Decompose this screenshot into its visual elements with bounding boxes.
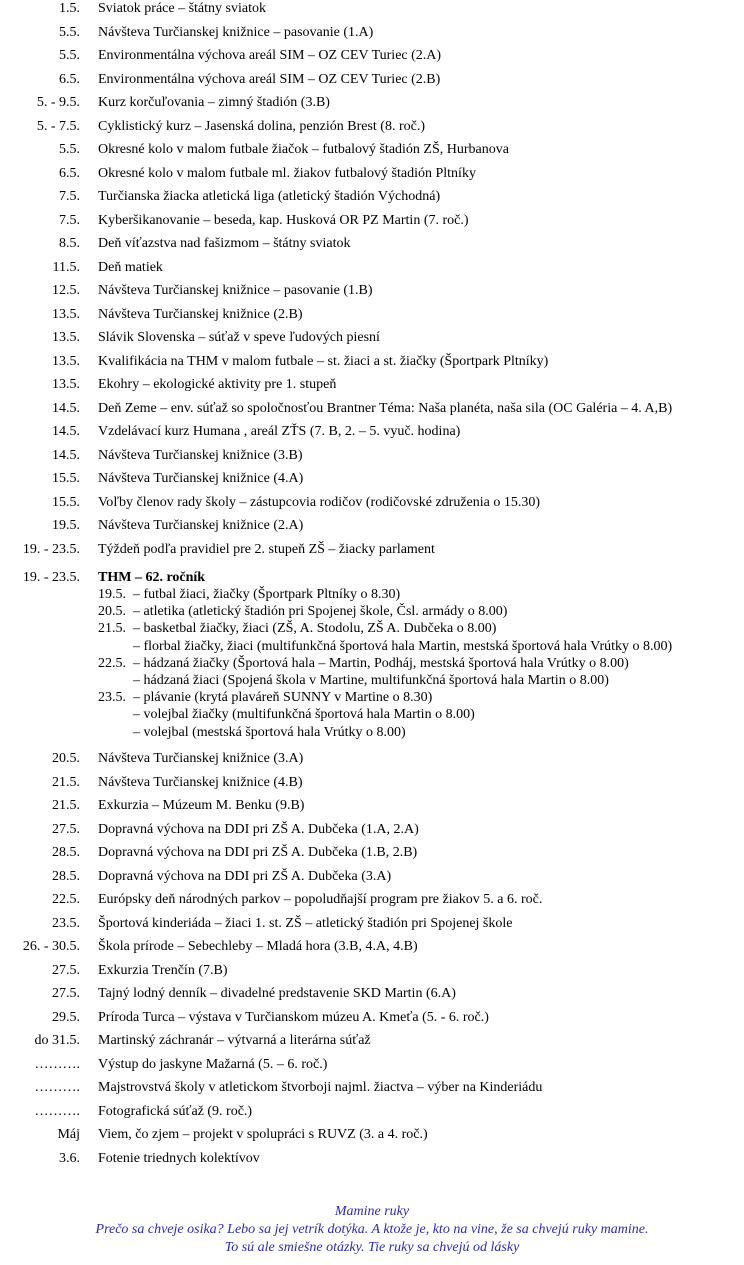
thm-line-text: – volejbal (mestská športová hala Vrútky o 8.00) bbox=[133, 725, 406, 740]
event-row bbox=[0, 306, 744, 324]
event-description: Európsky deň národných parkov – popoludňajší program pre žiakov 5. a 6. roč. bbox=[98, 892, 543, 907]
event-description: Návšteva Turčianskej knižnice (4.B) bbox=[98, 775, 303, 790]
event-date: do 31.5. bbox=[34, 1033, 80, 1048]
event-row bbox=[0, 188, 744, 206]
event-date: 5. - 7.5. bbox=[36, 119, 80, 134]
event-description: Dopravná výchova na DDI pri ZŠ A. Dubčeka (3.A) bbox=[98, 869, 392, 884]
event-row bbox=[0, 447, 744, 465]
event-row bbox=[0, 94, 744, 112]
event-description: Dopravná výchova na DDI pri ZŠ A. Dubčeka (1.A, 2.A) bbox=[98, 822, 419, 837]
event-description: Viem, čo zjem – projekt v spolupráci s RUVZ (3. a 4. roč.) bbox=[98, 1127, 428, 1142]
event-description: Týždeň podľa pravidiel pre 2. stupeň ZŠ – žiacky parlament bbox=[98, 542, 435, 557]
event-date: 21.5. bbox=[52, 798, 80, 813]
event-row bbox=[0, 915, 744, 933]
event-description: Slávik Slovenska – súťaž v speve ľudových piesní bbox=[98, 330, 380, 345]
event-date: 3.6. bbox=[59, 1151, 80, 1166]
event-date: 1.5. bbox=[59, 1, 80, 16]
event-description: Škola prírode – Sebechleby – Mladá hora (3.B, 4.A, 4.B) bbox=[98, 939, 418, 954]
event-row bbox=[0, 235, 744, 253]
event-description: Turčianska žiacka atletická liga (atletický štadión Východná) bbox=[98, 189, 441, 204]
event-row bbox=[0, 1056, 744, 1074]
event-date: 14.5. bbox=[52, 424, 80, 439]
poem-title: Mamine ruky bbox=[334, 1204, 410, 1219]
event-description: Návšteva Turčianskej knižnice – pasovanie (1.A) bbox=[98, 25, 374, 40]
event-description: Deň víťazstva nad fašizmom – štátny sviatok bbox=[98, 236, 351, 251]
event-description: Majstrovstvá školy v atletickom štvorboji najml. žiactva – výber na Kinderiádu bbox=[98, 1080, 543, 1095]
event-description: Exkurzia – Múzeum M. Benku (9.B) bbox=[98, 798, 305, 813]
event-date: 5.5. bbox=[59, 142, 80, 157]
event-row bbox=[0, 821, 744, 839]
event-date: 7.5. bbox=[59, 213, 80, 228]
event-row bbox=[0, 868, 744, 886]
event-date: 13.5. bbox=[52, 354, 80, 369]
poem-line-1: Prečo sa chveje osika? Lebo sa jej vetrík dotýka. A ktože je, kto na vine, že sa chvejú ruky mamine. bbox=[95, 1222, 649, 1237]
event-row bbox=[0, 423, 744, 441]
event-date: ………. bbox=[34, 1057, 80, 1072]
event-date: 27.5. bbox=[52, 963, 80, 978]
event-date: 27.5. bbox=[52, 822, 80, 837]
event-row bbox=[0, 891, 744, 909]
event-description: Športová kinderiáda – žiaci 1. st. ZŠ – atletický štadión pri Spojenej škole bbox=[98, 916, 513, 931]
event-date: 13.5. bbox=[52, 377, 80, 392]
event-row bbox=[0, 400, 744, 418]
event-description: Okresné kolo v malom futbale žiačok – futbalový štadión ZŠ, Hurbanova bbox=[98, 142, 509, 157]
event-description: Martinský záchranár – výtvarná a literárna súťaž bbox=[98, 1033, 371, 1048]
event-description: Exkurzia Trenčín (7.B) bbox=[98, 963, 228, 978]
event-row bbox=[0, 212, 744, 230]
event-row bbox=[0, 517, 744, 535]
thm-title: THM – 62. ročník bbox=[98, 570, 206, 585]
event-description: Sviatok práce – štátny sviatok bbox=[98, 1, 266, 16]
event-description: Návšteva Turčianskej knižnice (2.A) bbox=[98, 518, 304, 533]
event-date: 6.5. bbox=[59, 72, 80, 87]
event-row bbox=[0, 118, 744, 136]
event-date: ………. bbox=[34, 1104, 80, 1119]
thm-line-date: 23.5. bbox=[98, 690, 126, 705]
thm-header-row bbox=[0, 569, 744, 587]
event-description: Tajný lodný denník – divadelné predstavenie SKD Martin (6.A) bbox=[98, 986, 456, 1001]
event-date: 26. - 30.5. bbox=[22, 939, 80, 954]
event-row bbox=[0, 259, 744, 277]
event-row bbox=[0, 750, 744, 768]
event-description: Environmentálna výchova areál SIM – OZ CEV Turiec (2.A) bbox=[98, 48, 442, 63]
event-row bbox=[0, 329, 744, 347]
event-date: 27.5. bbox=[52, 986, 80, 1001]
event-description: Deň Zeme – env. súťaž so spoločnosťou Brantner Téma: Naša planéta, naša sila (OC Galéria – 4. A,B) bbox=[98, 401, 673, 416]
thm-line-text: – florbal žiačky, žiaci (multifunkčná športová hala Martin, mestská športová hala Vrútky o 8.00) bbox=[133, 639, 673, 654]
event-description: Kurz korčuľovania – zimný štadión (3.B) bbox=[98, 95, 330, 110]
thm-date: 19. - 23.5. bbox=[22, 570, 80, 585]
event-date: 7.5. bbox=[59, 189, 80, 204]
thm-schedule-line bbox=[0, 707, 744, 723]
thm-schedule-line bbox=[0, 604, 744, 620]
event-row bbox=[0, 0, 744, 18]
event-description: Návšteva Turčianskej knižnice – pasovanie (1.B) bbox=[98, 283, 373, 298]
event-description: Ekohry – ekologické aktivity pre 1. stupeň bbox=[98, 377, 337, 392]
thm-schedule-line bbox=[0, 621, 744, 637]
event-row bbox=[0, 376, 744, 394]
event-row bbox=[0, 470, 744, 488]
event-date: 6.5. bbox=[59, 166, 80, 181]
event-description: Kyberšikanovanie – beseda, kap. Husková OR PZ Martin (7. roč.) bbox=[98, 213, 469, 228]
event-date: 14.5. bbox=[52, 401, 80, 416]
event-row bbox=[0, 962, 744, 980]
thm-line-text: – hádzaná žiaci (Spojená škola v Martine, multifunkčná športová hala Martin o 8.00) bbox=[133, 673, 609, 688]
event-date: 28.5. bbox=[52, 845, 80, 860]
event-description: Príroda Turca – výstava v Turčianskom múzeu A. Kmeťa (5. - 6. roč.) bbox=[98, 1010, 489, 1025]
event-row bbox=[0, 797, 744, 815]
event-row bbox=[0, 71, 744, 89]
event-date: 14.5. bbox=[52, 448, 80, 463]
event-row bbox=[0, 774, 744, 792]
event-description: Návšteva Turčianskej knižnice (3.A) bbox=[98, 751, 304, 766]
event-row bbox=[0, 494, 744, 512]
event-description: Návšteva Turčianskej knižnice (3.B) bbox=[98, 448, 303, 463]
thm-line-text: – basketbal žiačky, žiaci (ZŠ, A. Stodolu, ZŠ A. Dubčeka o 8.00) bbox=[133, 621, 497, 636]
event-description: Cyklistický kurz – Jasenská dolina, penzión Brest (8. roč.) bbox=[98, 119, 425, 134]
event-description: Dopravná výchova na DDI pri ZŠ A. Dubčeka (1.B, 2.B) bbox=[98, 845, 418, 860]
thm-line-text: – atletika (atletický štadión pri Spojenej škole, Čsl. armády o 8.00) bbox=[133, 604, 508, 619]
event-date: ………. bbox=[34, 1080, 80, 1095]
thm-schedule-line bbox=[0, 673, 744, 689]
event-row bbox=[0, 282, 744, 300]
event-row bbox=[0, 1009, 744, 1027]
event-date: 12.5. bbox=[52, 283, 80, 298]
poem-line-2: To sú ale smiešne otázky. Tie ruky sa chvejú od lásky bbox=[224, 1240, 520, 1255]
thm-line-date: 22.5. bbox=[98, 656, 126, 671]
event-date: 15.5. bbox=[52, 471, 80, 486]
event-date: 5.5. bbox=[59, 48, 80, 63]
thm-line-text: – futbal žiaci, žiačky (Športpark Pltníky o 8.30) bbox=[133, 587, 401, 602]
event-date: Máj bbox=[57, 1127, 80, 1142]
event-date: 8.5. bbox=[59, 236, 80, 251]
event-date: 23.5. bbox=[52, 916, 80, 931]
event-date: 15.5. bbox=[52, 495, 80, 510]
event-row bbox=[0, 1079, 744, 1097]
event-date: 19.5. bbox=[52, 518, 80, 533]
event-description: Fotografická súťaž (9. roč.) bbox=[98, 1104, 253, 1119]
event-row bbox=[0, 985, 744, 1003]
event-row bbox=[0, 141, 744, 159]
event-description: Deň matiek bbox=[98, 260, 163, 275]
thm-schedule-line bbox=[0, 656, 744, 672]
event-date: 22.5. bbox=[52, 892, 80, 907]
event-row bbox=[0, 47, 744, 65]
thm-schedule-line bbox=[0, 587, 744, 603]
event-date: 11.5. bbox=[52, 260, 80, 275]
event-description: Vzdelávací kurz Humana , areál ZŤS (7. B, 2. – 5. vyuč. hodina) bbox=[98, 424, 461, 439]
event-description: Okresné kolo v malom futbale ml. žiakov futbalový štadión Pltníky bbox=[98, 166, 476, 181]
event-row bbox=[0, 1103, 744, 1121]
event-description: Návšteva Turčianskej knižnice (2.B) bbox=[98, 307, 303, 322]
thm-schedule-line bbox=[0, 725, 744, 741]
event-date: 19. - 23.5. bbox=[22, 542, 80, 557]
event-row bbox=[0, 353, 744, 371]
event-row bbox=[0, 938, 744, 956]
thm-schedule-line bbox=[0, 639, 744, 655]
event-description: Kvalifikácia na THM v malom futbale – st. žiaci a st. žiačky (Športpark Pltníky) bbox=[98, 354, 549, 369]
event-row bbox=[0, 165, 744, 183]
event-row bbox=[0, 1032, 744, 1050]
event-date: 28.5. bbox=[52, 869, 80, 884]
event-date: 13.5. bbox=[52, 330, 80, 345]
thm-line-text: – hádzaná žiačky (Športová hala – Martin, Podháj, mestská športová hala Vrútky o 8.00) bbox=[133, 656, 629, 671]
event-row bbox=[0, 1150, 744, 1168]
event-row bbox=[0, 541, 744, 559]
event-description: Výstup do jaskyne Mažarná (5. – 6. roč.) bbox=[98, 1057, 328, 1072]
event-description: Environmentálna výchova areál SIM – OZ CEV Turiec (2.B) bbox=[98, 72, 441, 87]
event-description: Fotenie triednych kolektívov bbox=[98, 1151, 260, 1166]
event-row bbox=[0, 1126, 744, 1144]
event-description: Voľby členov rady školy – zástupcovia rodičov (rodičovské združenia o 15.30) bbox=[98, 495, 541, 510]
event-date: 29.5. bbox=[52, 1010, 80, 1025]
thm-line-date: 21.5. bbox=[98, 621, 126, 636]
event-date: 21.5. bbox=[52, 775, 80, 790]
thm-line-date: 19.5. bbox=[98, 587, 126, 602]
event-date: 13.5. bbox=[52, 307, 80, 322]
thm-line-date: 20.5. bbox=[98, 604, 126, 619]
thm-schedule-line bbox=[0, 690, 744, 706]
event-date: 20.5. bbox=[52, 751, 80, 766]
thm-line-text: – volejbal žiačky (multifunkčná športová hala Martin o 8.00) bbox=[133, 707, 475, 722]
thm-line-text: – plávanie (krytá plaváreň SUNNY v Martine o 8.30) bbox=[133, 690, 433, 705]
event-row bbox=[0, 24, 744, 42]
event-row bbox=[0, 844, 744, 862]
event-description: Návšteva Turčianskej knižnice (4.A) bbox=[98, 471, 304, 486]
event-date: 5.5. bbox=[59, 25, 80, 40]
event-date: 5. - 9.5. bbox=[36, 95, 80, 110]
